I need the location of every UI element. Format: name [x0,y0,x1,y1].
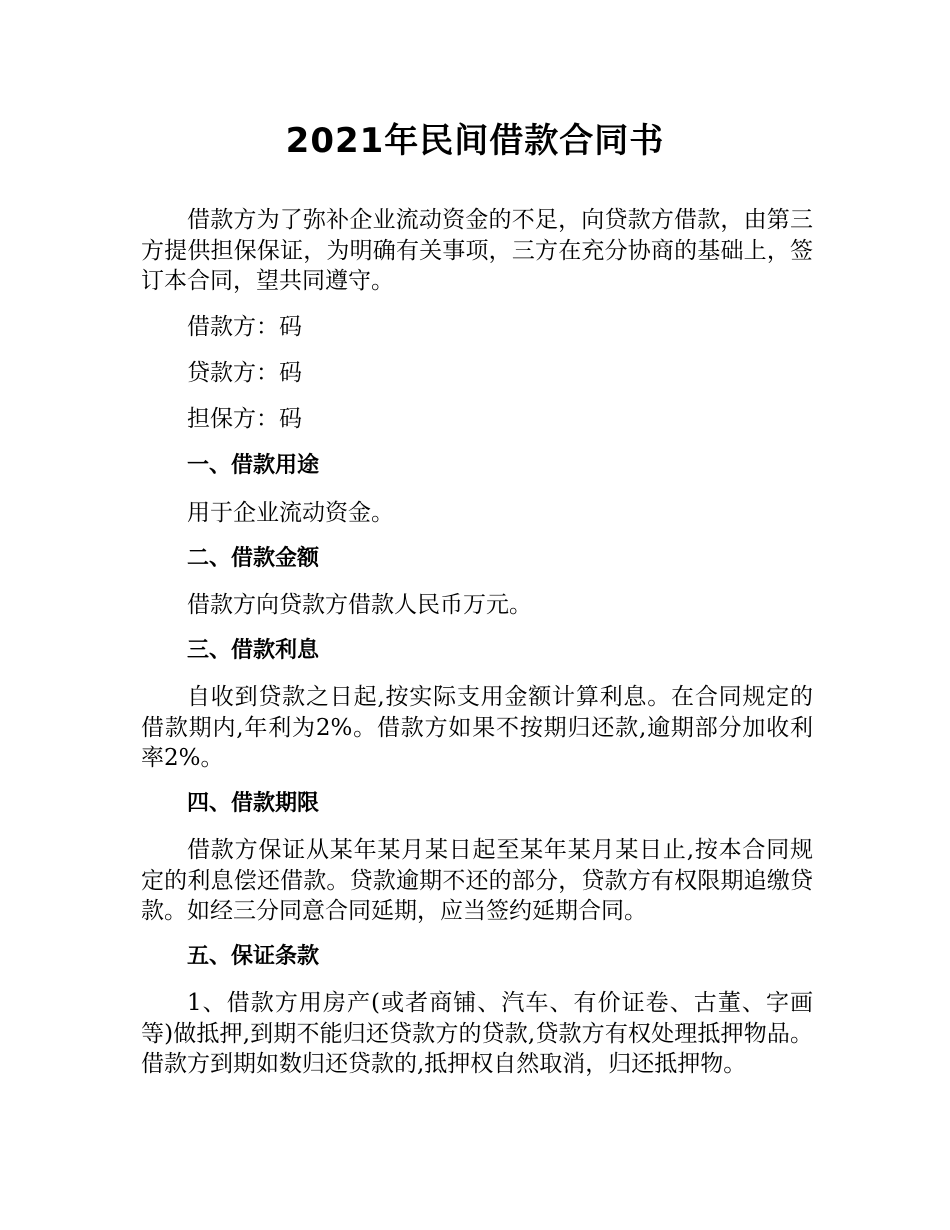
section-heading-amount: 二、借款金额 [187,546,320,571]
guarantor-line: 担保方：码 [187,406,302,432]
section-heading-purpose: 一、借款用途 [187,453,320,478]
borrower-line: 借款方：码 [187,314,302,340]
section-heading-interest: 三、借款利息 [187,638,320,663]
section-text-interest: 自收到贷款之日起,按实际支用金额计算利息。在合同规定的借款期内,年利为2%。借款方如果不按期归还款,逾期部分加收利率2%。 [141,684,813,771]
lender-line: 贷款方：码 [187,360,302,386]
section-text-purpose: 用于企业流动资金。 [187,500,394,526]
section-heading-term: 四、借款期限 [187,791,320,816]
intro-paragraph: 借款方为了弥补企业流动资金的不足，向贷款方借款，由第三方提供担保保证，为明确有关事项，三方在充分协商的基础上，签订本合同，望共同遵守。 [141,207,813,294]
section-text-term: 借款方保证从某年某月某日起至某年某月某日止,按本合同规定的利息偿还借款。贷款逾期不还的部分，贷款方有权限期追缴贷款。如经三分同意合同延期，应当签约延期合同。 [141,837,813,924]
section-text-guarantee: 1、借款方用房产(或者商铺、汽车、有价证卷、古董、字画等)做抵押,到期不能归还贷款方的贷款,贷款方有权处理抵押物品。借款方到期如数归还贷款的,抵押权自然取消，归还抵押物。 [141,990,813,1077]
section-heading-guarantee: 五、保证条款 [187,944,320,969]
section-text-amount: 借款方向贷款方借款人民币万元。 [187,592,532,618]
document-title: 2021年民间借款合同书 [285,121,665,161]
